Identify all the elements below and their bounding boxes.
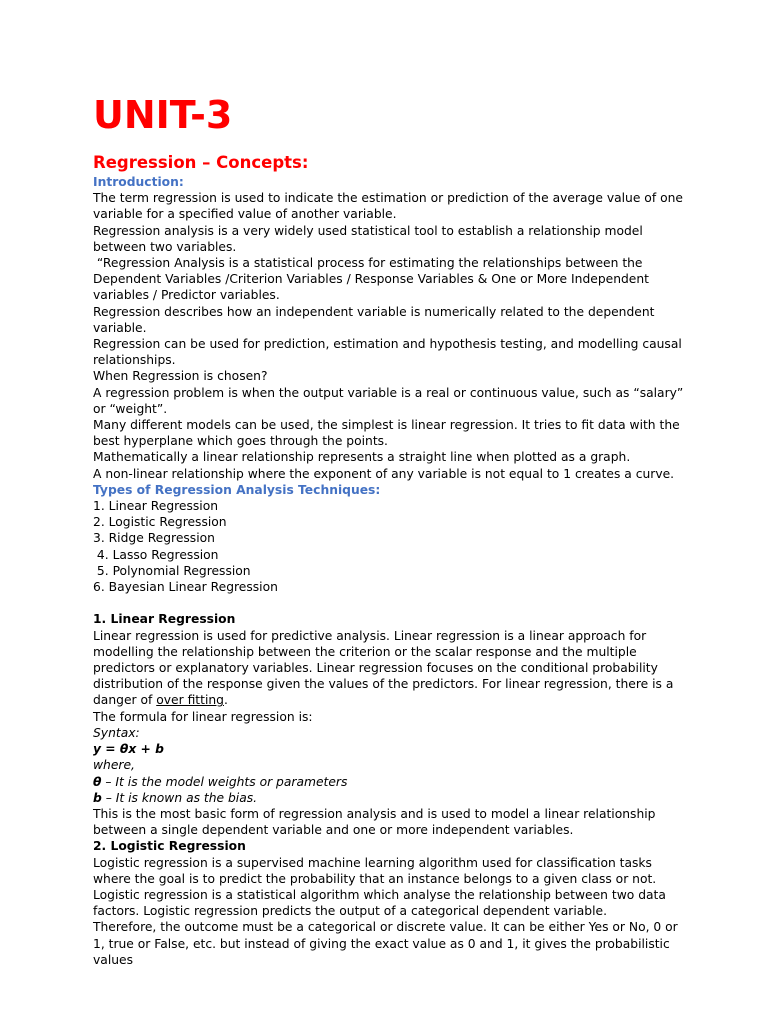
linear-regression-paragraph bbox=[93, 628, 693, 709]
theta-definition bbox=[93, 774, 693, 790]
linear-regression-heading: 1. Linear Regression bbox=[93, 612, 236, 627]
formula: y = θx + b bbox=[93, 742, 164, 757]
intro-paragraph: Many different models can be used, the simplest is linear regression. It tries to fit data with the best hyperplane which goes through the points. bbox=[93, 418, 684, 449]
types-list-item: 5. Polynomial Regression bbox=[93, 563, 251, 578]
syntax-label: Syntax: bbox=[93, 725, 140, 740]
types-heading: Types of Regression Analysis Techniques: bbox=[93, 482, 381, 497]
intro-paragraph: The term regression is used to indicate the estimation or prediction of the average value of one variable for a specified value of another variable. bbox=[93, 191, 687, 222]
intro-paragraph: Regression can be used for prediction, estimation and hypothesis testing, and modelling causal relationships. bbox=[93, 337, 686, 368]
over-fitting-link[interactable]: over fitting bbox=[156, 693, 224, 708]
linear-text-2: regression is a linear approach for modelling the relationship between the criterion or the scalar response and the multiple predictors or explanatory variables. Linear regression focuses on the conditional probability distribution of the response given the values of the predictors. For linear regression, there is a danger of bbox=[93, 628, 678, 708]
blank-line bbox=[93, 595, 693, 611]
formula-intro: The formula for linear regression is: bbox=[93, 709, 313, 724]
linear-summary: This is the most basic form of regression analysis and is used to model a linear relationship between a single dependent variable and one or more independent variables. bbox=[93, 806, 660, 838]
theta-symbol: θ bbox=[93, 774, 102, 789]
where-label: where, bbox=[93, 758, 135, 773]
types-list-item: 3. Ridge Regression bbox=[93, 531, 215, 546]
unit-title: UNIT-3 bbox=[93, 93, 233, 137]
b-description: – It is known as the bias. bbox=[101, 790, 258, 805]
intro-paragraph: Regression describes how an independent variable is numerically related to the dependent variable. bbox=[93, 304, 659, 335]
types-list-item: 6. Bayesian Linear Regression bbox=[93, 580, 278, 595]
theta-description: – It is the model weights or parameters bbox=[101, 774, 348, 789]
intro-heading: Introduction: bbox=[93, 175, 184, 189]
intro-paragraph: Mathematically a linear relationship represents a straight line when plotted as a graph. bbox=[93, 450, 631, 465]
intro-paragraph: When Regression is chosen? bbox=[93, 369, 268, 384]
logistic-paragraph: Therefore, the outcome must be a categorical or discrete value. It can be either Yes or No, 0 or 1, true or False, etc. but instead of giving the exact value as 0 and 1, it gives the probabilistic values bbox=[93, 920, 682, 967]
linear-text-end: . bbox=[223, 693, 228, 708]
types-list-item: 4. Lasso Regression bbox=[93, 547, 219, 562]
intro-paragraph: “Regression Analysis is a statistical process for estimating the relationships between the Dependent Variables /Criterion Variables / Response Variables & One or More Independent variables / Predictor variables. bbox=[93, 256, 653, 303]
logistic-paragraph: Logistic regression is a supervised machine learning algorithm used for classification tasks where the goal is to predict the probability that an instance belongs to a given class or not. Logistic regression is a statistical algorithm which analyse the relationship between two data factors. Logistic regression predicts the output of a categorical dependent variable. bbox=[93, 855, 670, 919]
section-title: Regression – Concepts: bbox=[93, 153, 309, 172]
intro-paragraph: A non-linear relationship where the exponent of any variable is not equal to 1 creates a curve. bbox=[93, 466, 675, 481]
b-symbol: b bbox=[93, 790, 102, 805]
logistic-regression-heading: 2. Logistic Regression bbox=[93, 839, 246, 854]
document-page bbox=[93, 88, 693, 968]
b-definition bbox=[93, 790, 693, 806]
types-list-item: 1. Linear Regression bbox=[93, 499, 219, 514]
intro-paragraph: Regression analysis is a very widely used statistical tool to establish a relationship model between two variables. bbox=[93, 223, 647, 254]
linear-text-1: Linear regression is used for predictive analysis. Linear bbox=[93, 628, 433, 643]
intro-paragraph: A regression problem is when the output variable is a real or continuous value, such as “salary” or “weight”. bbox=[93, 385, 688, 416]
types-list-item: 2. Logistic Regression bbox=[93, 515, 227, 530]
